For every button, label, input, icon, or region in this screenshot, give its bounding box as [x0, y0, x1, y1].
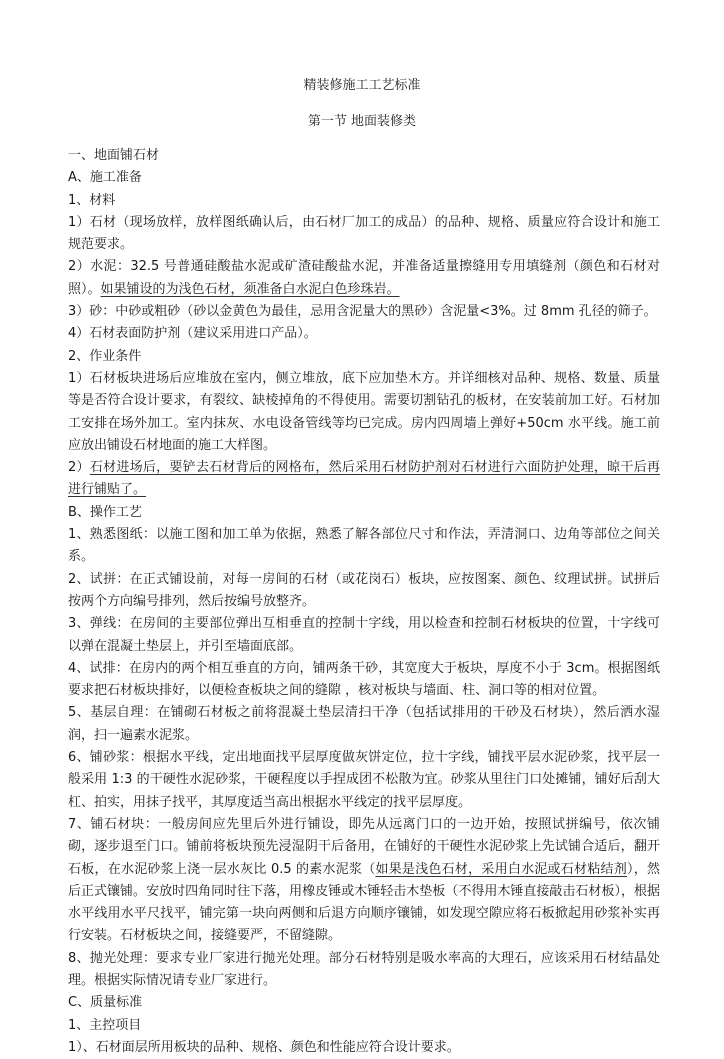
heading-a: A、施工准备 [68, 170, 142, 186]
heading-1: 一、地面铺石材 [68, 148, 160, 163]
paragraph: 3）砂：中砂或粗砂（砂以金黄色为最佳，忌用含泥量大的黑砂）含泥量<3%。过 8mm 孔径的筛子。 [68, 304, 657, 320]
paragraph: 7、铺石材块：一般房间应先里后外进行铺设，即先从远离门口的一边开始，按照试拼编号，依次铺砌，逐步退至门口。铺前将板块预先浸湿阴干后备用，在铺好的干硬性水泥砂浆上先试铺合适后，翻开石板，在水泥砂浆上浇一层水灰比 0.5 的素水泥浆（如果是浅色石材，采用白水泥或石材粘结剂），然后正式镶铺。安放时四角同时往下落，用橡皮锤或木锤轻击木垫板（不得用木锤直接敲击石材板），根据水平线用水平尺找平，铺完第一块向两侧和后退方向顺序镶铺，如发现空隙应将石板掀起用砂浆补实再行安装。石材板块之间，接缝要严，不留缝隙。 [68, 816, 660, 944]
paragraph: 6、铺砂浆：根据水平线，定出地面找平层厚度做灰饼定位，拉十字线，铺找平层水泥砂浆，找平层一般采用 1:3 的干硬性水泥砂浆，干硬程度以手捏成团不松散为宜。砂浆从里往门口处摊铺，铺好后刮大杠、拍实，用抹子找平，其厚度适当高出根据水平线定的找平层厚度。 [68, 750, 660, 810]
heading-materials: 1、材料 [68, 192, 116, 208]
paragraph: 1）石材板块进场后应堆放在室内，侧立堆放，底下应加垫木方。并详细核对品种、规格、数量、质量等是否符合设计要求，有裂纹、缺棱掉角的不得使用。需要切割钻孔的板材，在安装前加工好。石材加工安排在场外加工。室内抹灰、水电设备管线等均已完成。房内四周墙上弹好+50cm 水平线。施工前应放出铺设石材地面的施工大样图。 [68, 370, 660, 453]
paragraph: 1、熟悉图纸：以施工图和加工单为依据，熟悉了解各部位尺寸和作法，弄清洞口、边角等部位之间关系。 [68, 527, 660, 565]
paragraph: 4）石材表面防护剂（建议采用进口产品）。 [68, 326, 317, 342]
paragraph: 2）石材进场后，要铲去石材背后的网格布，然后采用石材防护剂对石材进行六面防护处理，晾干后再进行铺贴了。 [68, 460, 660, 498]
document-title: 精装修施工工艺标准 [303, 78, 421, 93]
paragraph: 4、试排：在房内的两个相互垂直的方向，铺两条干砂，其宽度大于板块，厚度不小于 3cm。根据图纸要求把石材板块排好，以便检查板块之间的缝隙 ，核对板块与墙面、柱、洞口等的相对位置。 [68, 660, 660, 699]
paragraph: 2、试拼：在正式铺设前，对每一房间的石材（或花岗石）板块，应按图案、颜色、纹理试拼。试拼后按两个方向编号排列，然后按编号放整齐。 [68, 571, 660, 609]
paragraph: 1）、石材面层所用板块的品种、规格、颜色和性能应符合设计要求。 [68, 1039, 460, 1055]
section-heading: 第一节 地面装修类 [307, 114, 417, 129]
heading-main-items: 1、主控项目 [68, 1017, 142, 1033]
heading-conditions: 2、作业条件 [68, 348, 142, 364]
underlined-text: 石材进场后，要铲去石材背后的网格布，然后采用石材防护剂对石材进行六面防护处理，晾干后再进行铺贴了。 [68, 460, 660, 498]
paragraph: 8、抛光处理：要求专业厂家进行抛光处理。部分石材特别是吸水率高的大理石，应该采用石材结晶处理。根据实际情况请专业厂家进行。 [68, 950, 660, 988]
paragraph: 1）石材（现场放样，放样图纸确认后，由石材厂加工的成品）的品种、规格、质量应符合设计和施工规范要求。 [68, 214, 660, 253]
document-body [68, 145, 660, 1059]
underlined-text: 如果是浅色石材，采用白水泥或石材粘结剂 [375, 861, 627, 877]
paragraph: 3、弹线：在房间的主要部位弹出互相垂直的控制十字线，用以检查和控制石材板块的位置，十字线可以弹在混凝土垫层上，并引至墙面底部。 [68, 616, 660, 654]
paragraph: 2）水泥：32.5 号普通硅酸盐水泥或矿渣硅酸盐水泥，并准备适量擦缝用专用填缝剂（颜色和石材对照）。如果铺设的为浅色石材，须准备白水泥白色珍珠岩。 [68, 259, 660, 297]
heading-b: B、操作工艺 [68, 504, 142, 520]
underlined-text: 如果铺设的为浅色石材，须准备白水泥白色珍珠岩。 [100, 281, 400, 297]
paragraph: 5、基层自理：在铺砌石材板之前将混凝土垫层清扫干净（包括试排用的干砂及石材块），然后洒水湿润，扫一遍素水泥浆。 [68, 705, 660, 743]
heading-c: C、质量标准 [68, 995, 143, 1011]
